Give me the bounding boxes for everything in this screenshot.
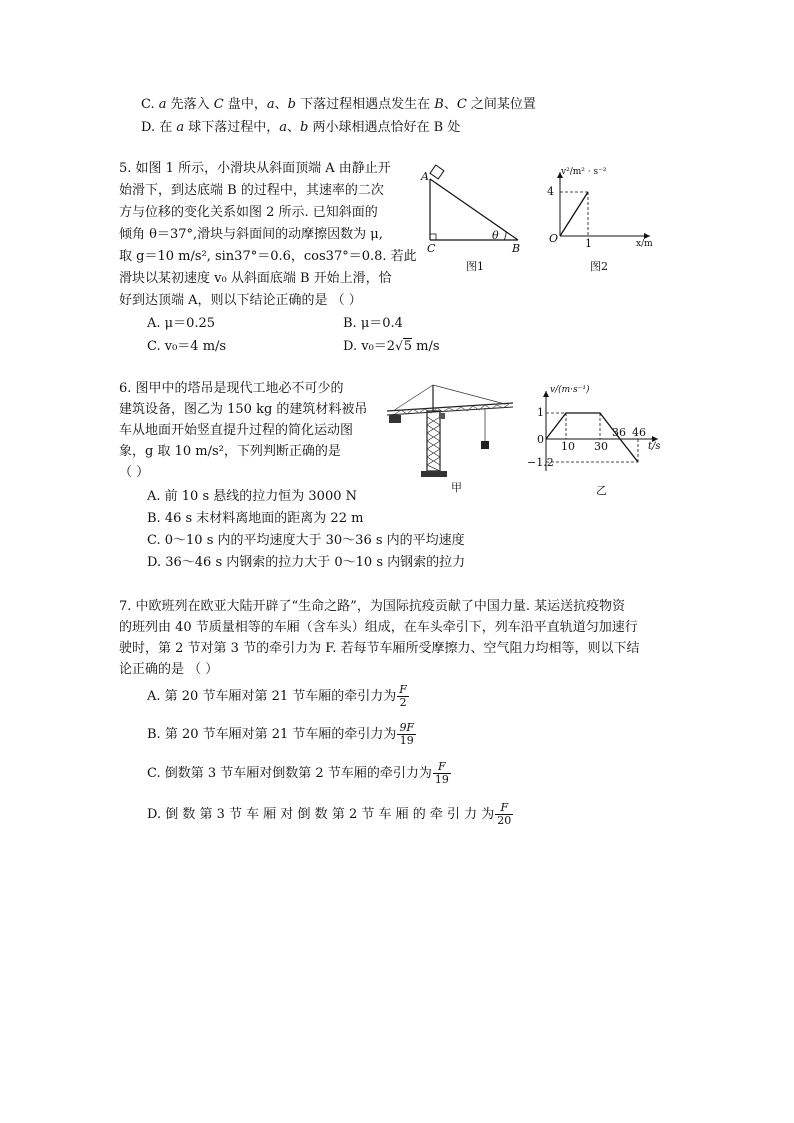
prev-option-c: C. a 先落入 C 盘中，a、b 下落过程相遇点发生在 B、C 之间某位置 bbox=[141, 97, 536, 112]
q7-option-b-fraction: $\frac{9F}{19}$ bbox=[399, 721, 415, 747]
crane-front-tie bbox=[433, 385, 505, 404]
q6-option-b: B. 46 s 末材料离地面的距离为 22 m bbox=[147, 511, 364, 526]
q7-line-1: 7. 中欧班列在欧亚大陆开辟了“生命之路”，为国际抗疫贡献了中国力量. 某运送抗疫物资 bbox=[119, 599, 626, 614]
q5-line-2: 始滑下，到达底端 B 的过程中，其速率的二次 bbox=[119, 183, 384, 198]
tower-crane-image bbox=[385, 381, 517, 479]
fig2-origin: O bbox=[549, 232, 559, 245]
q5-line-5: 取 g＝10 m/s², sin37°＝0.6，cos37°＝0.8. 若此 bbox=[119, 249, 417, 264]
q6-line-1: 6. 图甲中的塔吊是现代工地必不可少的 bbox=[119, 381, 344, 396]
q6-line-2: 建筑设备，图乙为 150 kg 的建筑材料被吊 bbox=[119, 402, 368, 417]
fig1-label-a: A bbox=[421, 170, 429, 183]
fig2-tick-x: 1 bbox=[585, 237, 592, 250]
q7-option-a: A. 第 20 节车厢对第 21 节车厢的牵引力为 $\frac{F}{2}$ bbox=[147, 683, 407, 709]
slider-block bbox=[430, 165, 444, 179]
q5-option-c: C. v₀＝4 m/s bbox=[147, 339, 227, 354]
prev-option-d: D. 在 a 球下落过程中，a、b 两小球相遇点恰好在 B 处 bbox=[141, 120, 461, 135]
vt-v-arrow bbox=[543, 391, 549, 397]
q5-line-1: 5. 如图 1 所示，小滑块从斜面顶端 A 由静止开 bbox=[119, 161, 391, 176]
q6-line-3: 车从地面开始竖直提升过程的简化运动图 bbox=[119, 423, 354, 438]
q7-option-a-fraction: $\frac{F}{2}$ bbox=[399, 683, 407, 709]
fig2-tick-y: 4 bbox=[547, 185, 554, 198]
q6-option-c: C. 0～10 s 内的平均速度大于 30～36 s 内的平均速度 bbox=[147, 533, 465, 548]
q6-option-a: A. 前 10 s 悬线的拉力恒为 3000 N bbox=[147, 489, 357, 504]
q5-option-a: A. μ＝0.25 bbox=[147, 316, 216, 331]
vt-tick-t46: 46 bbox=[632, 426, 646, 439]
crane-base bbox=[421, 471, 447, 477]
vt-caption: 乙 bbox=[596, 484, 607, 497]
fig2-data-line bbox=[560, 192, 588, 236]
q5-line-6: 滑块以某初速度 v₀ 从斜面底端 B 开始上滑，恰 bbox=[119, 271, 392, 286]
q7-option-c-fraction: $\frac{F}{19}$ bbox=[434, 760, 449, 786]
q6-line-5: （ ） bbox=[119, 465, 150, 480]
q7-option-d: D. 倒 数 第 3 节 车 厢 对 倒 数 第 2 节 车 厢 的 牵 引 力 为 $\frac{F}{20}$ bbox=[147, 801, 512, 827]
vt-tick-t36: 36 bbox=[612, 426, 626, 439]
q5-line-3: 方与位移的变化关系如图 2 所示. 已知斜面的 bbox=[119, 205, 378, 220]
right-angle-mark bbox=[430, 234, 436, 240]
q5-line-4: 倾角 θ＝37°,滑块与斜面间的动摩擦因数为 μ, bbox=[119, 227, 383, 242]
fig2-caption: 图2 bbox=[590, 260, 608, 273]
vt-tick-t10: 10 bbox=[561, 440, 575, 453]
vt-x-label: t/s bbox=[648, 441, 661, 452]
fig1-label-c: C bbox=[427, 242, 436, 255]
q7-option-d-fraction: $\frac{F}{20}$ bbox=[497, 801, 512, 827]
fig1-caption: 图1 bbox=[466, 260, 484, 273]
crane-cab bbox=[439, 413, 445, 419]
q5-option-d: D. v₀＝2√5 m/s bbox=[343, 339, 440, 354]
q5-option-b: B. μ＝0.4 bbox=[343, 316, 403, 331]
incline-hypotenuse bbox=[430, 179, 518, 240]
q7-option-b: B. 第 20 节车厢对第 21 节车厢的牵引力为 $\frac{9F}{19}$ bbox=[147, 721, 415, 747]
vt-origin: 0 bbox=[537, 433, 544, 446]
q7-line-4: 论正确的是 （ ） bbox=[119, 662, 219, 677]
q6-line-4: 象，g 取 10 m/s²，下列判断正确的是 bbox=[119, 444, 341, 459]
vt-tick-t30: 30 bbox=[594, 440, 608, 453]
crane-counterweight bbox=[389, 415, 401, 423]
crane-mast bbox=[427, 411, 440, 471]
crane-load bbox=[481, 441, 489, 449]
vt-tick-v1: 1 bbox=[537, 406, 544, 419]
crane-caption: 甲 bbox=[451, 481, 462, 494]
crane-back-tie bbox=[393, 385, 433, 411]
crane-mast-lattice bbox=[427, 417, 440, 471]
q5-line-7: 好到达顶端 A，则以下结论正确的是 （ ） bbox=[119, 293, 362, 308]
angle-arc bbox=[504, 232, 506, 240]
fig1-label-theta: θ bbox=[492, 229, 499, 242]
vt-y-label: v/(m·s⁻¹) bbox=[550, 385, 590, 395]
q7-option-c: C. 倒数第 3 节车厢对倒数第 2 节车厢的牵引力为 $\frac{F}{19}$ bbox=[147, 760, 449, 786]
q7-line-2: 的班列由 40 节质量相等的车厢（含车头）组成，在车头牵引下，列车沿平直轨道匀加速行 bbox=[119, 620, 638, 635]
fig1-label-b: B bbox=[512, 242, 521, 255]
q7-line-3: 驶时，第 2 节对第 3 节的牵引力为 F. 若每节车厢所受摩擦力、空气阻力均相等，则以下结 bbox=[119, 641, 640, 656]
fig2-y-label: v²/m² · s⁻² bbox=[561, 167, 607, 177]
fig2-x-label: x/m bbox=[636, 239, 653, 249]
q6-option-d: D. 36～46 s 内钢索的拉力大于 0～10 s 内钢索的拉力 bbox=[147, 555, 466, 570]
vt-tick-neg: −1.2 bbox=[527, 456, 554, 469]
